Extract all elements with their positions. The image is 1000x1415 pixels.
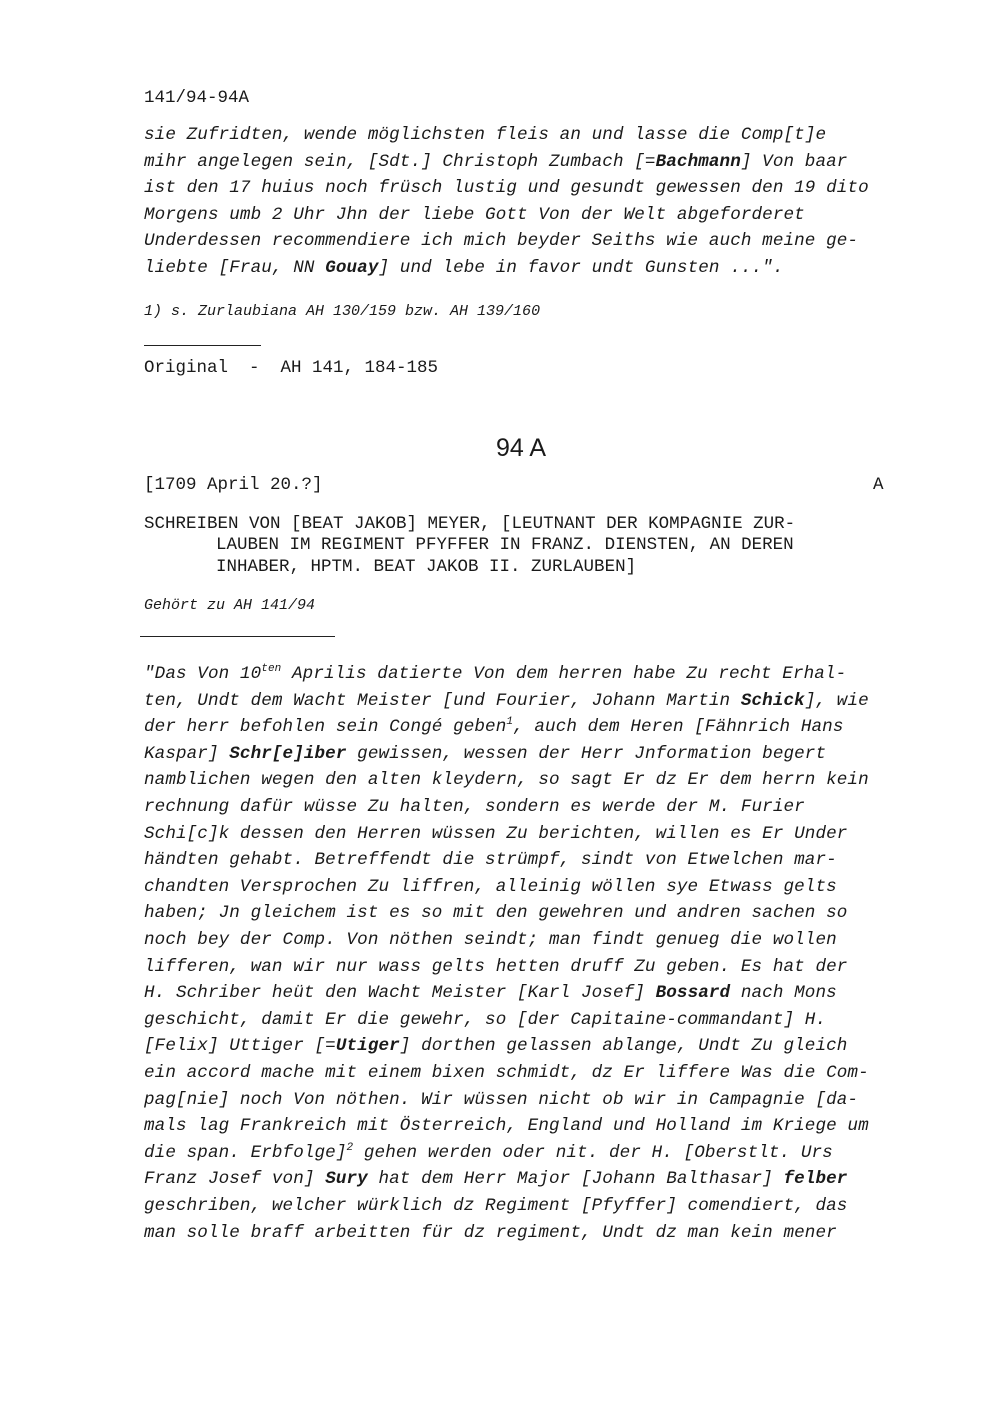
text-segment: gewissen, wessen der Herr Jnformation begert	[346, 743, 827, 764]
text-segment: pag[nie] noch Von nöthen. Wir wüssen nicht ob wir in Campagnie [da-	[144, 1089, 859, 1110]
text-line	[144, 1223, 837, 1243]
text-segment: Morgens umb 2 Uhr Jhn der liebe Gott Von der Welt abgeforderet	[144, 204, 805, 225]
text-segment: ] und lebe in favor undt Gunsten ...".	[378, 258, 784, 278]
name-emphasis: Bachmann	[655, 151, 741, 172]
page-reference: 141/94-94A	[144, 88, 250, 108]
text-segment: mals lag Frankreich mit Österreich, England und Holland im Kriege um	[144, 1116, 869, 1137]
text-segment: hat dem Herr Major [Johann Balthasar]	[367, 1169, 784, 1190]
text-line	[144, 930, 837, 950]
name-emphasis: Sury	[325, 1169, 368, 1190]
text-line	[144, 1143, 833, 1163]
text-line	[144, 205, 805, 225]
text-segment: ist den 17 huius noch früsch lustig und gesundt gewessen den 19 dito	[144, 178, 869, 199]
text-segment: der herr befohlen sein Congé geben	[144, 717, 507, 738]
text-line	[144, 258, 784, 278]
superscript: 1	[506, 716, 514, 729]
text-line	[144, 850, 837, 870]
footnote-divider	[144, 345, 261, 346]
text-segment: ] dorthen gelassen ablange, Undt Zu gleich	[399, 1036, 848, 1057]
name-emphasis: Schr[e]iber	[229, 743, 347, 764]
text-line	[144, 1063, 869, 1083]
text-segment: ] Von baar	[740, 151, 848, 172]
text-line	[144, 903, 847, 923]
text-segment: händten gehabt. Betreffendt die strümpf, sindt von Etwelchen mar-	[144, 850, 837, 871]
heading-line: SCHREIBEN VON [BEAT JAKOB] MEYER, [LEUTNANT DER KOMPAGNIE ZUR-	[144, 514, 796, 534]
text-line	[144, 178, 869, 198]
footnote: 1) s. Zurlaubiana AH 130/159 bzw. AH 139/160	[144, 303, 541, 320]
superscript: ten	[261, 663, 282, 675]
text-segment: die span. Erbfolge]	[144, 1142, 347, 1163]
document-date: [1709 April 20.?]	[144, 475, 323, 495]
text-segment: namblichen wegen den alten kleydern, so sagt Er dz Er dem herrn kein	[144, 770, 869, 791]
text-line	[144, 770, 869, 790]
text-segment: man solle braff arbeitten für dz regiment, Undt dz man kein mener	[144, 1222, 837, 1243]
text-segment: [Felix] Uttiger [=	[144, 1036, 336, 1057]
text-segment: , auch dem Heren [Fähnrich Hans	[513, 717, 844, 738]
document-classification: A	[873, 475, 884, 495]
text-line	[144, 957, 847, 977]
text-line	[144, 983, 837, 1003]
text-segment: noch bey der Comp. Von nöthen seindt; man findt genueg die wollen	[144, 930, 837, 950]
text-segment: ein accord mache mit einem bixen schmidt, dz Er liffere Was die Com-	[144, 1063, 869, 1083]
text-line	[144, 877, 837, 897]
text-line	[144, 1010, 826, 1030]
text-segment: geschicht, damit Er die gewehr, so [der Capitaine-commandant] H.	[144, 1009, 827, 1030]
name-emphasis: Gouay	[325, 258, 379, 278]
text-segment: Schi[c]k dessen den Herren wüssen Zu berichten, willen es Er Under	[144, 823, 848, 844]
text-segment: "Das Von 10	[144, 664, 262, 684]
text-line	[144, 717, 843, 737]
text-line	[144, 1116, 869, 1136]
text-segment: Kaspar]	[144, 743, 230, 764]
text-segment: Franz Josef von]	[144, 1169, 326, 1190]
text-segment: Underdessen recommendiere ich mich beyder Seiths wie auch meine ge-	[144, 231, 859, 252]
document-number: 94 A	[496, 434, 547, 462]
heading-line: INHABER, HPTM. BEAT JAKOB II. ZURLAUBEN]	[216, 557, 637, 577]
text-line	[144, 824, 847, 844]
text-line	[144, 1036, 847, 1056]
text-line	[144, 1169, 847, 1189]
text-segment: H. Schriber heüt den Wacht Meister [Karl Josef]	[144, 983, 656, 1004]
text-line	[144, 231, 858, 251]
text-segment: rechnung dafür wüsse Zu halten, sondern es werde der M. Furier	[144, 797, 805, 817]
text-line	[144, 1090, 858, 1110]
text-segment: ], wie	[804, 690, 869, 711]
text-segment: ten, Undt dem Wacht Meister [und Fourier, Johann Martin	[144, 690, 741, 711]
source-line: Original - AH 141, 184-185	[144, 358, 439, 378]
text-segment: liebte [Frau, NN	[144, 258, 326, 278]
text-line	[144, 1196, 847, 1216]
text-segment: haben; Jn gleichem ist es so mit den gewehren und andren sachen so	[144, 903, 848, 924]
name-emphasis: Bossard	[655, 983, 731, 1004]
text-segment: sie Zufridten, wende möglichsten fleis an und lasse die Comp[t]e	[144, 125, 827, 145]
text-segment: Aprilis datierte Von dem herren habe Zu recht Erhal-	[281, 664, 847, 684]
name-emphasis: felber	[783, 1169, 848, 1190]
text-segment: gehen werden oder nit. der H. [Oberstlt. Urs	[353, 1142, 833, 1163]
text-line	[144, 152, 847, 172]
text-line	[144, 664, 846, 684]
text-line	[144, 125, 826, 145]
text-segment: chandten Versprochen Zu liffren, alleinig wöllen sye Etwass gelts	[144, 876, 837, 897]
name-emphasis: Utiger	[335, 1036, 400, 1057]
superscript: 2	[346, 1141, 354, 1154]
text-line	[144, 797, 805, 817]
text-line	[144, 744, 826, 764]
heading-divider	[140, 636, 335, 637]
belongs-to-note: Gehört zu AH 141/94	[144, 597, 316, 614]
name-emphasis: Schick	[740, 690, 805, 711]
text-segment: mihr angelegen sein, [Sdt.] Christoph Zumbach [=	[144, 151, 656, 172]
text-segment: geschriben, welcher würklich dz Regiment [Pfyffer] comendiert, das	[144, 1196, 848, 1216]
heading-line: LAUBEN IM REGIMENT PFYFFER IN FRANZ. DIENSTEN, AN DEREN	[216, 535, 794, 555]
text-line	[144, 691, 869, 711]
text-segment: lifferen, wan wir nur wass gelts hetten druff Zu geben. Es hat der	[144, 956, 848, 977]
text-segment: nach Mons	[730, 983, 837, 1004]
